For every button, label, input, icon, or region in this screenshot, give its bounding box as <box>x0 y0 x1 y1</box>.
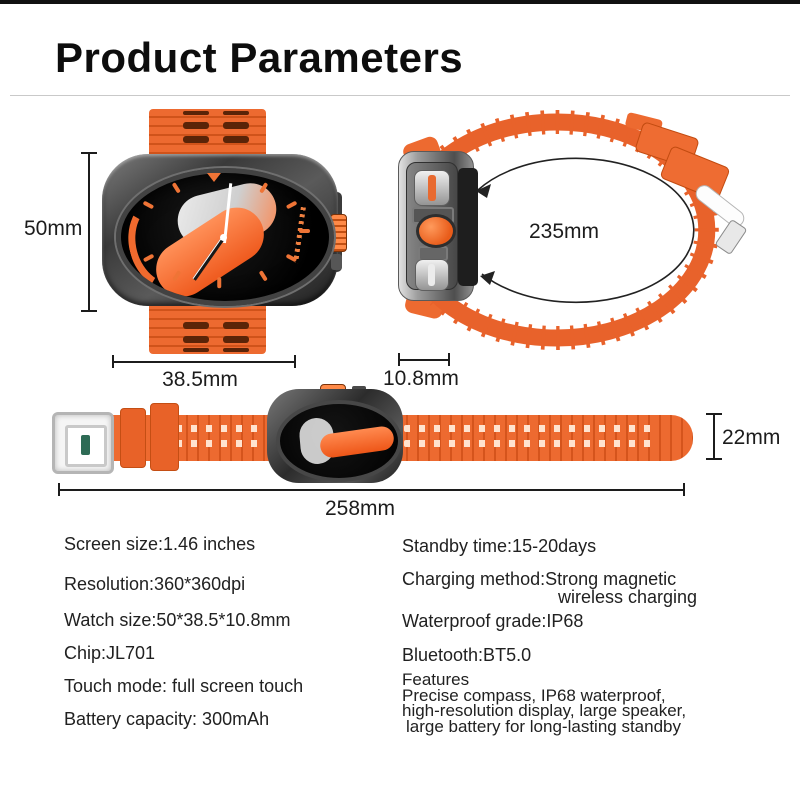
features-section <box>402 672 686 734</box>
spec-screen-size: Screen size:1.46 inches <box>64 534 256 554</box>
front-bottom-strap <box>149 302 266 354</box>
features-line: Precise compass, IP68 waterproof, <box>402 685 666 705</box>
spec-standby: Standby time:15-20days <box>402 536 597 556</box>
band-circumference-label: 235mm <box>529 220 600 243</box>
side-top-button <box>414 170 450 206</box>
side-crown <box>416 214 456 248</box>
spec-chip: Chip:JL701 <box>64 643 156 663</box>
dial-12-marker <box>207 173 221 182</box>
side-screen-edge <box>458 168 478 286</box>
top-edge-bar <box>0 0 800 4</box>
front-side-button <box>331 254 342 270</box>
spec-touch-mode: Touch mode: full screen touch <box>64 676 304 696</box>
spec-watch-size: Watch size:50*38.5*10.8mm <box>64 610 291 630</box>
dim-width-label: 38.5mm <box>162 368 238 391</box>
dim-band-length-label: 258mm <box>324 497 396 520</box>
spec-charging-line1: Charging method:Strong magnetic <box>402 569 677 589</box>
spec-waterproof: Waterproof grade:IP68 <box>402 611 584 631</box>
features-line: high-resolution display, large speaker, <box>402 701 687 720</box>
page-title: Product Parameters <box>55 34 464 81</box>
flat-watch-dial <box>276 400 402 482</box>
side-bottom-button <box>415 259 449 291</box>
front-watch-dial <box>116 168 334 306</box>
spec-resolution: Resolution:360*360dpi <box>64 574 246 594</box>
dim-thickness-label: 10.8mm <box>383 367 459 390</box>
spec-battery: Battery capacity: 300mAh <box>64 709 270 729</box>
title-divider <box>10 95 790 96</box>
features-line: large battery for long-lasting standby <box>406 716 681 736</box>
dim-band-width-label: 22mm <box>722 426 781 449</box>
features-heading: Features <box>402 670 470 689</box>
spec-bluetooth: Bluetooth:BT5.0 <box>402 645 532 665</box>
band-clasp <box>625 112 747 255</box>
band-buckle <box>52 412 114 474</box>
dim-height-label: 50mm <box>24 217 83 240</box>
spec-charging-line2: wireless charging <box>558 587 698 607</box>
